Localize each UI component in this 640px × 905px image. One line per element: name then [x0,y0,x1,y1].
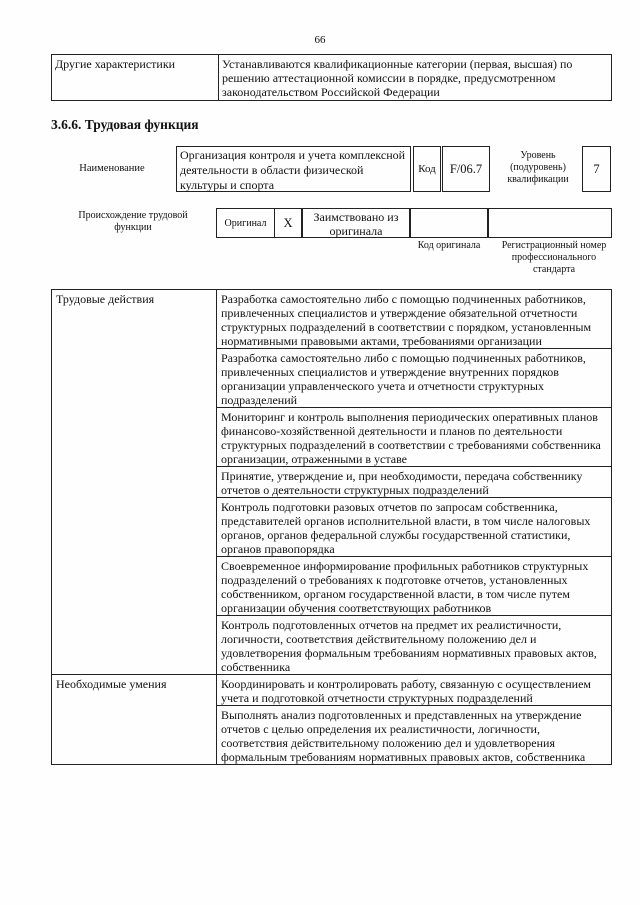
code-original-caption: Код оригинала [417,240,481,251]
origin-label: Происхождение трудовой функции [78,210,188,233]
labor-actions-label: Трудовые действия [52,290,217,675]
table-row: Координировать и контролировать работу, связанную с осуществлением учета и подготовкой отчетности структурных подразделений [217,675,612,706]
original-label: Оригинал [216,208,274,238]
function-name-value: Организация контроля и учета комплексной деятельности в области физической культуры и спорта [176,146,411,192]
table-row: Контроль подготовленных отчетов на предмет их реалистичности, логичности, соответствия действительному положению дел и удовлетворения формальным требованиям нормативных правовых актов, собственника [217,616,612,675]
other-characteristics-label: Другие характеристики [52,55,219,101]
table-row: Разработка самостоятельно либо с помощью подчиненных работников, привлеченных специалистов и утверждение обязательной отчетности структурных подразделений в соответствии с порядком, установленным нормативными правовыми актами, требованиями организации [217,290,612,349]
table-row: Выполнять анализ подготовленных и представленных на утверждение отчетов с целью определения их реалистичности, логичности, соответствия действительному положению дел и удовлетворения формальным требованиям нормативных правовых актов, собственника [217,706,612,765]
skills-label: Необходимые умения [52,675,217,765]
table-row: Разработка самостоятельно либо с помощью подчиненных работников, привлеченных специалистов и утверждение внутренних порядков организации управленческого учета и отчетности структурных подразделений [217,349,612,408]
table-row: Принятие, утверждение и, при необходимости, передача собственнику отчетов о деятельности структурных подразделений [217,467,612,498]
reg-number-caption: Регистрационный номер профессионального стандарта [501,240,607,275]
borrowed-label: Заимствовано из оригинала [302,208,410,238]
code-original-field [410,208,488,238]
page-number: 66 [314,34,326,46]
other-characteristics-value: Устанавливаются квалификационные категории (первая, высшая) по решению аттестационной комиссии в порядке, предусмотренном законодательством Российской Федерации [219,55,612,101]
name-label: Наименование [79,163,145,174]
level-value: 7 [582,146,611,192]
original-mark: X [274,208,302,238]
table-row: Контроль подготовки разовых отчетов по запросам собственника, представителей органов исполнительной власти, в том числе налоговых органов, органов федеральной службы государственной статистики, органов правопорядка [217,498,612,557]
labor-function-table [51,289,612,765]
table-row: Мониторинг и контроль выполнения периодических оперативных планов финансово-хозяйственной деятельности и планов по деятельности структурных подразделений в соответствии с требованиями собственника организации, отраженными в уставе [217,408,612,467]
code-value: F/06.7 [442,146,490,192]
code-label: Код [413,146,441,192]
section-title: 3.6.6. Трудовая функция [51,117,199,132]
other-characteristics-table [51,54,612,101]
table-row: Своевременное информирование профильных работников структурных подразделений о требованиях к подготовке отчетов, установленных собственником, органом государственной власти, в том числе путем организации обучения соответствующих работников [217,557,612,616]
level-label: Уровень (подуровень) квалификации [507,150,569,185]
reg-number-field [488,208,612,238]
